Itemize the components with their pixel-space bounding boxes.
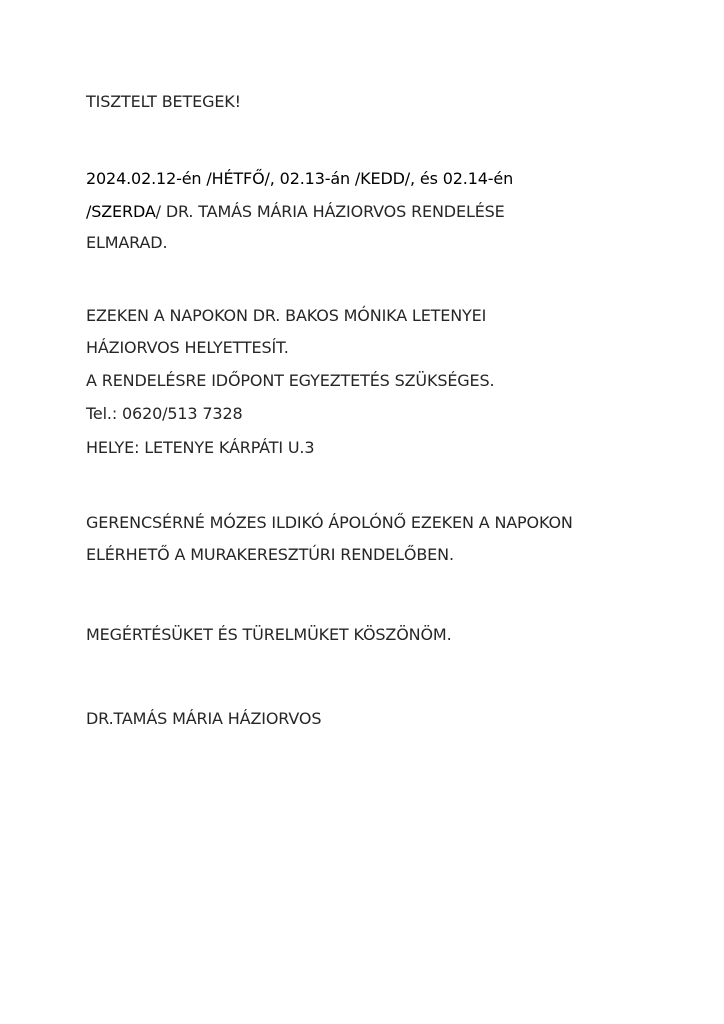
cancellation-line-3: ELMARAD. bbox=[86, 233, 168, 252]
thanks-line: MEGÉRTÉSÜKET ÉS TÜRELMÜKET KÖSZÖNÖM. bbox=[86, 625, 452, 644]
cancellation-line-1: 2024.02.12-én /HÉTFŐ/, 02.13-án /KEDD/, és 02.14-én bbox=[86, 169, 514, 188]
nurse-line-1: GERENCSÉRNÉ MÓZES ILDIKÓ ÁPOLÓNŐ EZEKEN A NAPOKON bbox=[86, 513, 573, 532]
phone-number: Tel.: 0620/513 7328 bbox=[86, 404, 243, 423]
appointment-required-line: A RENDELÉSRE IDŐPONT EGYEZTETÉS SZÜKSÉGES. bbox=[86, 371, 495, 390]
substitute-line-2: HÁZIORVOS HELYETTESÍT. bbox=[86, 338, 289, 357]
signature: DR.TAMÁS MÁRIA HÁZIORVOS bbox=[86, 709, 322, 728]
substitute-line-1: EZEKEN A NAPOKON DR. BAKOS MÓNIKA LETENYEI bbox=[86, 306, 487, 325]
location-address: HELYE: LETENYE KÁRPÁTI U.3 bbox=[86, 438, 315, 457]
cancellation-day-wednesday: /SZERDA bbox=[86, 202, 156, 221]
cancellation-line-2 bbox=[86, 202, 505, 222]
greeting-heading: TISZTELT BETEGEK! bbox=[86, 92, 241, 111]
nurse-line-2: ELÉRHETŐ A MURAKERESZTÚRI RENDELŐBEN. bbox=[86, 545, 454, 564]
cancellation-doctor-text: / DR. TAMÁS MÁRIA HÁZIORVOS RENDELÉSE bbox=[155, 202, 505, 221]
